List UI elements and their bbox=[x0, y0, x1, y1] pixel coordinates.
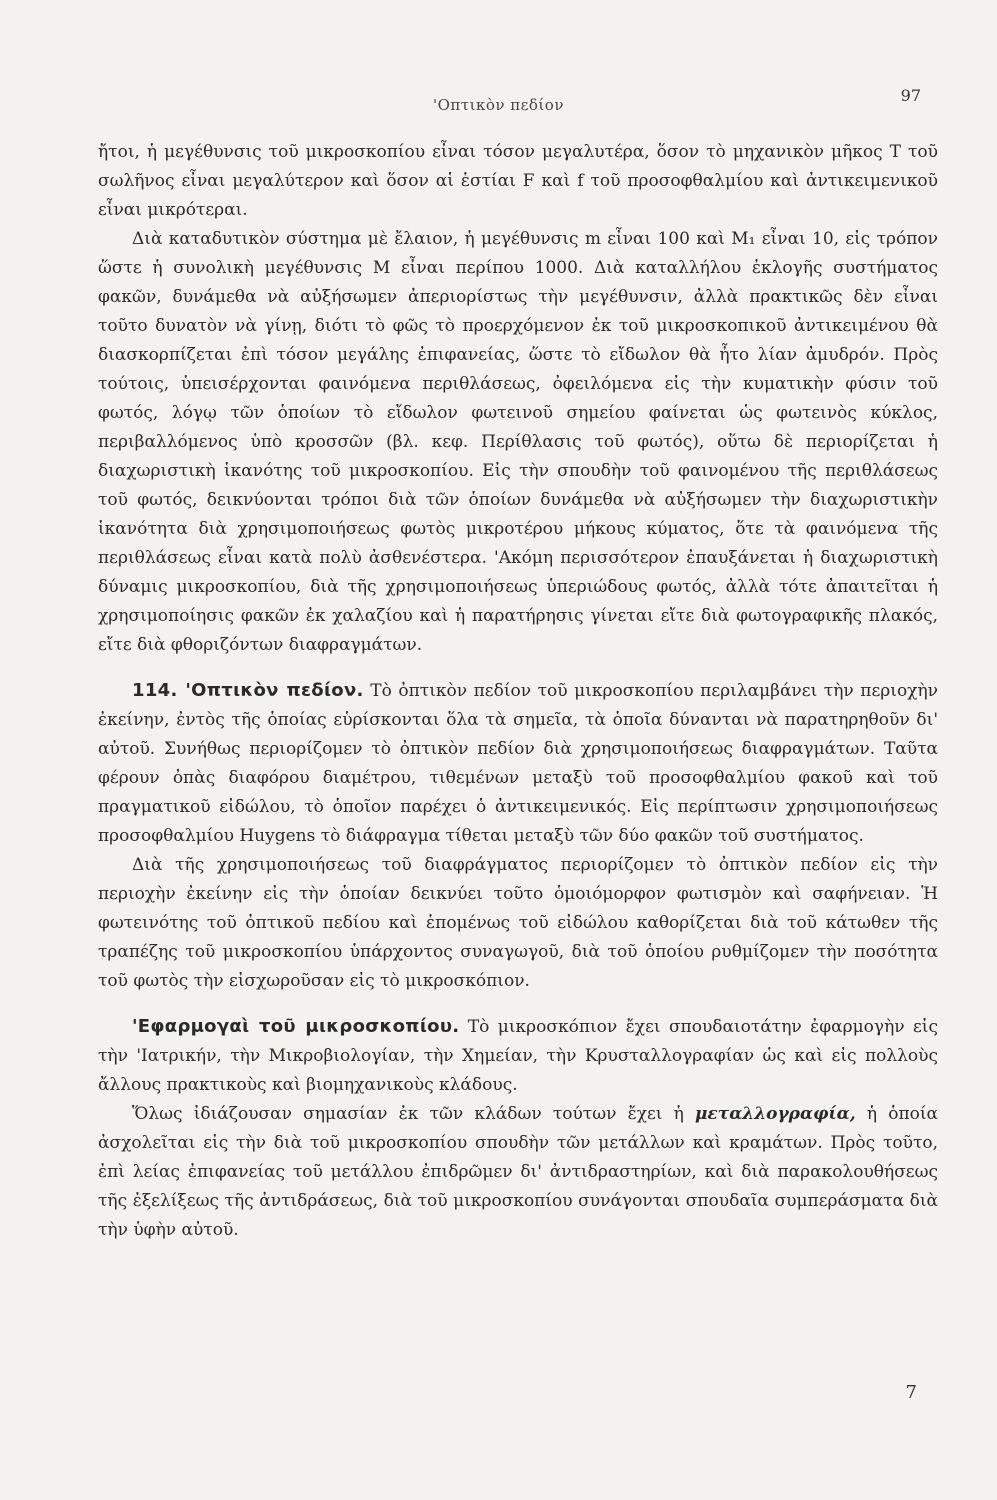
running-title: 'Οπτικὸν πεδίον bbox=[433, 96, 564, 114]
applications-text: Τὸ μικροσκόπιον ἔχει σπουδαιοτάτην ἐφαρμογὴν εἰς τὴν 'Ιατρικήν, τὴν Μικροβιολογίαν, τὴν Χημείαν, τὴν Κρυσταλλογραφίαν ὡς καὶ εἰς πολλοὺς ἄλλους πρακτικοὺς καὶ βιομηχανικοὺς κλάδους. bbox=[98, 1017, 938, 1095]
applications-heading: 'Εφαρμογαὶ τοῦ μικροσκοπίου. bbox=[132, 1016, 460, 1037]
metallography-text-start: Ὅλως ἰδιάζουσαν σημασίαν ἐκ τῶν κλάδων τούτων ἔχει ἡ bbox=[132, 1104, 684, 1124]
section-114-heading: 114. 'Οπτικὸν πεδίον. bbox=[132, 680, 364, 701]
paragraph-immersion-system: Διὰ καταδυτικὸν σύστημα μὲ ἔλαιον, ἡ μεγέθυνσις m εἶναι 100 καὶ M₁ εἶναι 10, εἰς τρόπον ὥστε ἡ συνολικὴ μεγέθυνσις M εἶναι περίπου 1000. Διὰ καταλλήλου ἐκλογῆς συστήματος φακῶν, δυνάμεθα νὰ αὐξήσωμεν ἀπεριορίστως τὴν μεγέθυνσιν, ἀλλὰ πρακτικῶς δὲν εἶναι τοῦτο δυνατὸν νὰ γίνῃ, διότι τὸ φῶς τὸ προερχόμενον ἐκ τοῦ μικροσκοπικοῦ ἀντικειμένου θὰ διασκορπίζεται ἐπὶ τόσον μεγάλης ἐπιφανείας, ὥστε τὸ εἴδωλον θὰ ἦτο λίαν ἀμυδρόν. Πρὸς τούτοις, ὑπεισέρχονται φαινόμενα περιθλάσεως, ὀφειλόμενα εἰς τὴν κυματικὴν φύσιν τοῦ φωτός, λόγῳ τῶν ὁποίων τὸ εἴδωλον φωτεινοῦ σημείου φαίνεται ὡς φωτεινὸς κύκλος, περιβαλλόμενος ὑπὸ κροσσῶν (βλ. κεφ. Περίθλασις τοῦ φωτός), οὕτω δὲ περιορίζεται ἡ διαχωριστικὴ ἱκανότης τοῦ μικροσκοπίου. Εἰς τὴν σπουδὴν τοῦ φαινομένου τῆς περιθλάσεως τοῦ φωτός, δεικνύονται τρόποι διὰ τῶν ὁποίων δυνάμεθα νὰ αὐξήσωμεν τὴν διαχωριστικὴν ἱκανότητα διὰ χρησιμοποιήσεως φωτὸς μικροτέρου μήκους κύματος, ὅτε τὰ φαινόμενα τῆς περιθλάσεως εἶναι κατὰ πολὺ ἀσθενέστερα. 'Ακόμη περισσότερον ἐπαυξάνεται ἡ διαχωριστικὴ δύναμις μικροσκοπίου, διὰ τῆς χρησιμοποιήσεως ὑπεριώδους φωτός, ἀλλὰ τότε ἀπαιτεῖται ἡ χρησιμοποίησις φακῶν ἐκ χαλαζίου καὶ ἡ παρατήρησις γίνεται εἴτε διὰ φωτογραφικῆς πλακός, εἴτε διὰ φθοριζόντων διαφραγμάτων. bbox=[98, 229, 938, 655]
paragraph-metallography bbox=[98, 1100, 938, 1245]
signature-mark: 7 bbox=[905, 1382, 917, 1403]
section-114 bbox=[98, 676, 938, 851]
metallography-term: μεταλλογραφία, bbox=[694, 1104, 856, 1124]
page-number: 97 bbox=[900, 86, 921, 105]
paragraph-magnification: ἤτοι, ἡ μεγέθυνσις τοῦ μικροσκοπίου εἶναι τόσον μεγαλυτέρα, ὅσον τὸ μηχανικὸν μῆκος Τ τοῦ σωλῆνος εἶναι μεγαλύτερον καὶ ὅσον αἱ ἑστίαι F καὶ f τοῦ προσοφθαλμίου καὶ ἀντικειμενικοῦ εἶναι μικρότεραι. bbox=[98, 142, 938, 220]
metallography-text-end: ἡ ὁποία ἀσχολεῖται εἰς τὴν διὰ τοῦ μικροσκοπίου σπουδὴν τῶν μετάλλων καὶ κραμάτων. Πρὸς τοῦτο, ἐπὶ λείας ἐπιφανείας τοῦ μετάλλου ἐπιδρῶμεν δι' ἀντιδραστηρίων, καὶ διὰ παρακολουθήσεως τῆς ἐξελίξεως τῆς ἀντιδράσεως, διὰ τοῦ μικροσκοπίου συνάγονται σπουδαῖα συμπεράσματα διὰ τὴν ὑφὴν αὐτοῦ. bbox=[98, 1104, 938, 1240]
paragraph-diaphragm: Διὰ τῆς χρησιμοποιήσεως τοῦ διαφράγματος περιορίζομεν τὸ ὀπτικὸν πεδίον εἰς τὴν περιοχὴν ἐκείνην εἰς τὴν ὁποίαν δεικνύει τοῦτο ὁμοιόμορφον φωτισμὸν καὶ σαφήνειαν. Ἡ φωτεινότης τοῦ ὀπτικοῦ πεδίου καὶ ἑπομένως τοῦ εἰδώλου καθορίζεται διὰ τοῦ κάτωθεν τῆς τραπέζης τοῦ μικροσκοπίου ὑπάρχοντος συναγωγοῦ, διὰ τοῦ ὁποίου ρυθμίζομεν τὴν ποσότητα τοῦ φωτὸς τὴν εἰσχωροῦσαν εἰς τὸ μικροσκόπιον. bbox=[98, 855, 938, 991]
section-applications bbox=[98, 1012, 938, 1100]
section-114-text: Τὸ ὀπτικὸν πεδίον τοῦ μικροσκοπίου περιλαμβάνει τὴν περιοχὴν ἐκείνην, ἐντὸς τῆς ὁποίας εὑρίσκονται ὅλα τὰ σημεῖα, τὰ ὁποῖα δύνανται νὰ παρατηρηθοῦν δι' αὐτοῦ. Συνήθως περιορίζομεν τὸ ὀπτικὸν πεδίον διὰ χρησιμοποιήσεως διαφραγμάτων. Ταῦτα φέρουν ὀπὰς διαφόρου διαμέτρου, τιθεμένων μεταξὺ τοῦ προσοφθαλμίου φακοῦ καὶ τοῦ πραγματικοῦ εἰδώλου, τὸ ὁποῖον παρέχει ὁ ἀντικειμενικός. Εἰς περίπτωσιν χρησιμοποιήσεως προσοφθαλμίου Huygens τὸ διάφραγμα τίθεται μεταξὺ τῶν δύο φακῶν τοῦ συστήματος. bbox=[98, 681, 938, 846]
page-body bbox=[98, 138, 938, 1245]
